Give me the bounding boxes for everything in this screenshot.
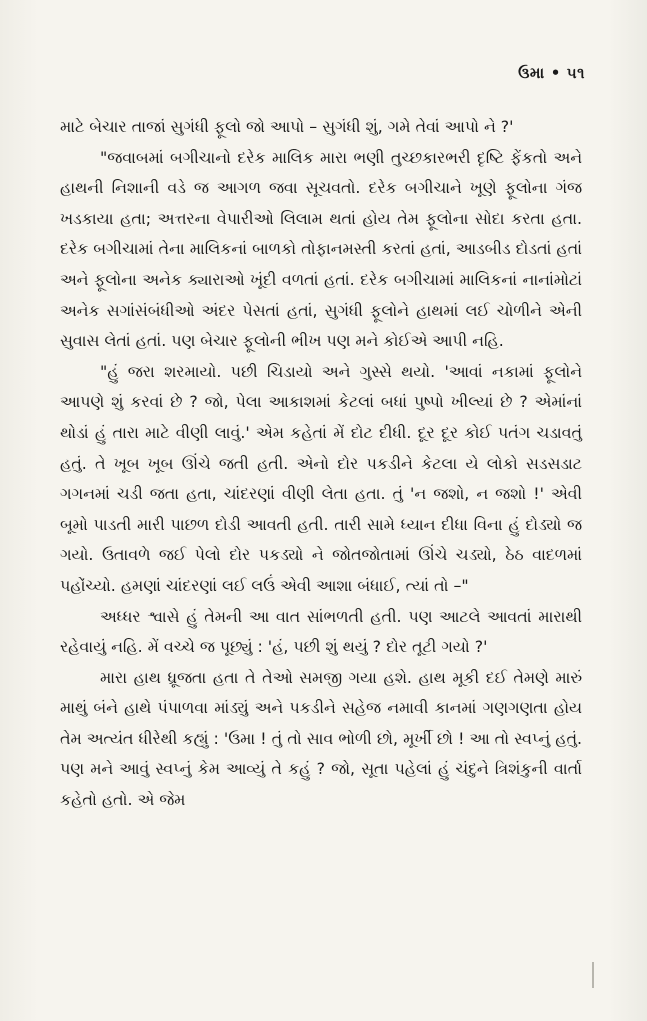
header-separator: •: [550, 64, 561, 82]
running-header: [518, 64, 585, 82]
page-body: [60, 112, 582, 816]
page-edge-mark: [592, 962, 594, 988]
paragraph-whisper: મારા હાથ ધ્રૂજતા હતા તે તેઓ સમજી ગયા હશે. હાથ મૂકી દઈ તેમણે મારું માથું બંને હાથે પંપાળવા માંડ્યું અને પકડીને સહેજ નમાવી કાનમાં ગણગણતા હોય તેમ અત્યંત ધીરેથી કહ્યું : 'ઉમા ! તું તો સાવ ભોળી છો, મૂર્ખી છો ! આ તો સ્વપ્નું હતું. પણ મને આવું સ્વપ્નું કેમ આવ્યું તે કહું ? જો, સૂતા પહેલાં હું ચંદુને ત્રિશંકુની વાર્તા કહેતો હતો. એ જેમ: [60, 667, 582, 810]
paragraph-gardens: "જવાબમાં બગીચાનો દરેક માલિક મારા ભણી તુચ્છકારભરી દૃષ્ટિ ફેંકતો અને હાથની નિશાની વડે જ આગળ જવા સૂચવતો. દરેક બગીચાને ખૂણે ફૂલોના ગંજ ખડકાયા હતા; અત્તરના વેપારીઓ લિલામ થતાં હોય તેમ ફૂલોના સોદા કરતા હતા. દરેક બગીચામાં તેના માલિકનાં બાળકો તોફાનમસ્તી કરતાં હતાં, આડબીડ દોડતાં હતાં અને ફૂલોના અનેક ક્યારાઓ ખૂંદી વળતાં હતાં. દરેક બગીચામાં માલિકનાં નાનાંમોટાં અનેક સગાંસંબંધીઓ અંદર પેસતાં હતાં, સુગંધી ફૂલોને હાથમાં લઈ ચોળીને એની સુવાસ લેતાં હતાં. પણ બેચાર ફૂલોની ભીખ પણ મને કોઈએ આપી નહિ.: [60, 147, 582, 351]
header-title: ઉમા: [518, 64, 545, 82]
page-number: ૫૧: [566, 64, 585, 82]
paragraph-uma-question: અધ્ધર શ્વાસે હું તેમની આ વાત સાંભળતી હતી. પણ આટલે આવતાં મારાથી રહેવાયું નહિ. મેં વચ્ચે જ પૂછ્યું : 'હં, પછી શું થયું ? દોર તૂટી ગયો ?': [60, 606, 582, 657]
paragraph-kite-dream: "હું જરા શરમાયો. પછી ચિડાયો અને ગુસ્સે થયો. 'આવાં નકામાં ફૂલોને આપણે શું કરવાં છે ? જો, પેલા આકાશમાં કેટલાં બધાં પુષ્પો ખીલ્યાં છે ? એમાંનાં થોડાં હું તારા માટે વીણી લાવું.' એમ કહેતાં મેં દોટ દીધી. દૂર દૂર કોઈ પતંગ ચડાવતું હતું. તે ખૂબ ખૂબ ઊંચે જતી હતી. એનો દોર પકડીને કેટલા યે લોકો સડસડાટ ગગનમાં ચડી જતા હતા, ચાંદરણાં વીણી લેતા હતા. તું 'ન જશો, ન જશો !' એવી બૂમો પાડતી મારી પાછળ દોડી આવતી હતી. તારી સામે ધ્યાન દીધા વિના હું દોડ્યો જ ગયો. ઉતાવળે જઈ પેલો દોર પકડ્યો ને જોતજોતામાં ઊંચે ચડ્યો, ઠેઠ વાદળમાં પહોંચ્યો. હમણાં ચાંદરણાં લઈ લઉં એવી આશા બંધાઈ, ત્યાં તો –": [60, 361, 582, 595]
paragraph-continuation: માટે બેચાર તાજાં સુગંધી ફૂલો જો આપો – સુગંધી શું, ગમે તેવાં આપો ને ?': [60, 117, 514, 136]
